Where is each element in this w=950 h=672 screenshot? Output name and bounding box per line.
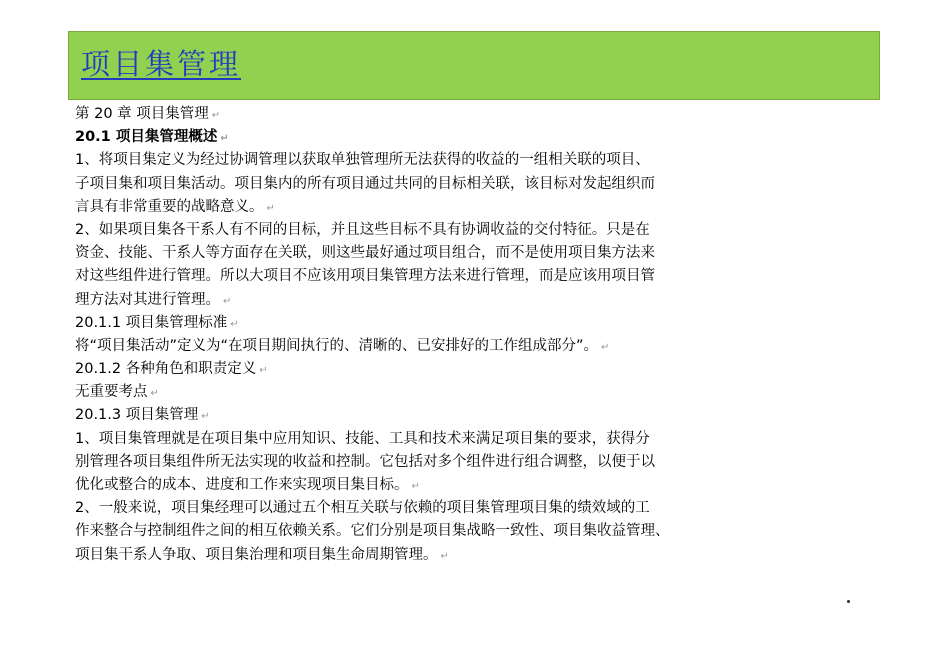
paragraph-return-icon: ↵ <box>411 481 420 492</box>
document-line <box>75 404 835 427</box>
paragraph-return-icon: ↵ <box>223 295 232 307</box>
line-text: 优化或整合的成本、进度和工作来实现项目集目标。 <box>75 477 409 493</box>
paragraph-return-icon: ↵ <box>230 318 239 330</box>
document-line <box>75 312 835 335</box>
line-text: 1、项目集管理就是在项目集中应用知识、技能、工具和技术来满足项目集的要求，获得分 <box>75 430 650 447</box>
document-line <box>75 265 835 288</box>
document-line <box>75 381 835 404</box>
document-line <box>75 126 835 149</box>
paragraph-return-icon: ↵ <box>601 341 610 353</box>
line-text: 理方法对其进行管理。 <box>75 291 220 308</box>
line-text: 2、一般来说，项目集经理可以通过五个相互关联与依赖的项目集管理项目集的绩效域的工 <box>75 500 650 517</box>
line-text: 将“项目集活动”定义为“在项目期间执行的、清晰的、已安排好的工作组成部分”。 <box>75 337 599 354</box>
document-line <box>75 289 835 312</box>
paragraph-return-icon: ↵ <box>259 365 268 377</box>
line-text: 20.1.2 各种角色和职责定义 <box>75 361 257 378</box>
slide-title: 项目集管理 <box>81 47 242 81</box>
line-text: 作来整合与控制组件之间的相互依赖关系。它们分别是项目集战略一致性、项目集收益管理、 <box>75 523 670 540</box>
line-text: 别管理各项目集组件所无法实现的收益和控制。它包括对多个组件进行组合调整，以便于以 <box>75 453 655 470</box>
line-text: 项目集干系人争取、项目集治理和项目集生命周期管理。 <box>75 546 438 563</box>
document-line <box>75 219 835 242</box>
line-text: 言具有非常重要的战略意义。 <box>75 198 264 215</box>
document-line <box>75 497 835 520</box>
line-text: 对这些组件进行管理。所以大项目不应该用项目集管理方法来进行管理，而是应该用项目管 <box>75 268 655 285</box>
line-text: 第 20 章 项目集管理 <box>75 106 209 122</box>
document-line <box>75 196 835 219</box>
document-line <box>75 474 835 497</box>
document-line <box>75 103 835 126</box>
document-line <box>75 358 835 381</box>
line-text: 20.1 项目集管理概述 <box>75 129 218 146</box>
document-line <box>75 544 835 567</box>
paragraph-return-icon: ↵ <box>211 110 221 121</box>
document-line <box>75 451 835 474</box>
paragraph-return-icon: ↵ <box>201 411 210 423</box>
document-line <box>75 242 835 265</box>
document-line <box>75 428 835 451</box>
decorative-dot <box>847 600 850 603</box>
document-line <box>75 520 835 543</box>
paragraph-return-icon: ↵ <box>220 133 229 145</box>
line-text: 1、将项目集定义为经过协调管理以获取单独管理所无法获得的收益的一组相关联的项目、 <box>75 152 650 169</box>
paragraph-return-icon: ↵ <box>440 550 449 562</box>
document-line <box>75 173 835 196</box>
line-text: 资金、技能、干系人等方面存在关联，则这些最好通过项目组合，而不是使用项目集方法来 <box>75 245 655 262</box>
document-body <box>75 103 835 567</box>
line-text: 20.1.1 项目集管理标准 <box>75 314 228 331</box>
paragraph-return-icon: ↵ <box>150 388 159 400</box>
line-text: 2、如果项目集各干系人有不同的目标，并且这些目标不具有协调收益的交付特征。只是在 <box>75 221 650 238</box>
document-line <box>75 335 835 358</box>
line-text: 子项目集和项目集活动。项目集内的所有项目通过共同的目标相关联，该目标对发起组织而 <box>75 175 655 192</box>
line-text: 20.1.3 项目集管理 <box>75 407 199 424</box>
document-line <box>75 149 835 172</box>
line-text: 无重要考点 <box>75 384 148 401</box>
paragraph-return-icon: ↵ <box>266 202 275 214</box>
title-banner <box>68 31 880 100</box>
